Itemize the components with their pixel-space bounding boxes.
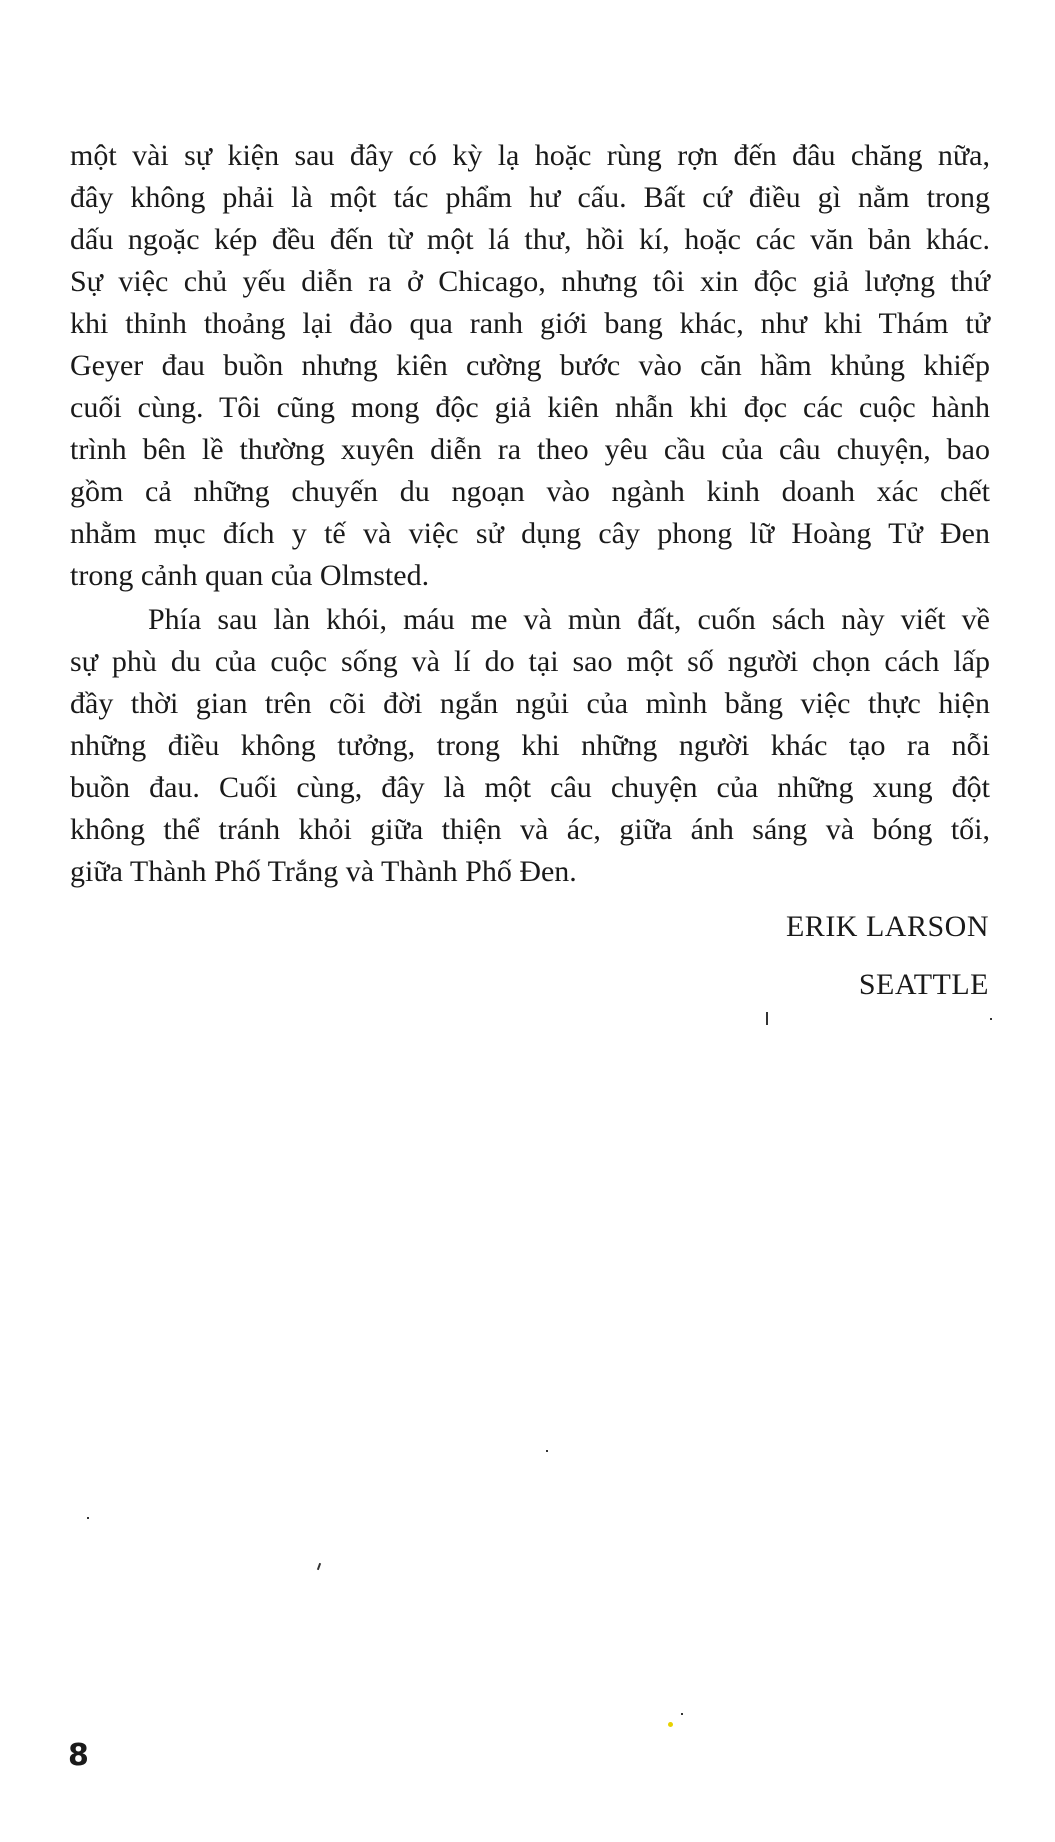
paragraph-line: Geyer đau buồn nhưng kiên cường bước vào căn hầm khủng khiếp [70,349,990,382]
scan-speck [766,1012,768,1025]
scan-speck [546,1450,548,1452]
paragraph-line: nhằm mục đích y tế và việc sử dụng cây phong lữ Hoàng Tử Đen [70,517,990,550]
paragraph-line: không thể tránh khỏi giữa thiện và ác, giữa ánh sáng và bóng tối, [70,813,990,846]
author-name: ERIK LARSON [785,910,989,943]
paragraph-line: buồn đau. Cuối cùng, đây là một câu chuyện của những xung đột [70,771,990,804]
paragraph-line: trong cảnh quan của Olmsted. [70,559,430,592]
paragraph-line: những điều không tưởng, trong khi những người khác tạo ra nỗi [70,729,990,762]
paragraph-line: một vài sự kiện sau đây có kỳ lạ hoặc rùng rợn đến đâu chăng nữa, [70,139,990,172]
author-location: SEATTLE [858,968,989,1001]
paragraph-line: Phía sau làn khói, máu me và mùn đất, cuốn sách này viết về [148,603,990,636]
paragraph-line: cuối cùng. Tôi cũng mong độc giả kiên nhẫn khi đọc các cuộc hành [70,391,990,424]
scan-speck [990,1018,992,1020]
paragraph-line: đây không phải là một tác phẩm hư cấu. Bất cứ điều gì nằm trong [70,181,990,214]
scan-speck [87,1517,89,1519]
paragraph-line: khi thỉnh thoảng lại đảo qua ranh giới bang khác, như khi Thám tử [70,307,990,340]
scan-speck [681,1713,683,1715]
page-number: 8 [68,1738,89,1773]
paragraph-line: Sự việc chủ yếu diễn ra ở Chicago, nhưng tôi xin độc giả lượng thứ [70,265,990,298]
paragraph-line: đầy thời gian trên cõi đời ngắn ngủi của mình bằng việc thực hiện [70,687,990,720]
paragraph-line: dấu ngoặc kép đều đến từ một lá thư, hồi kí, hoặc các văn bản khác. [70,223,990,256]
paragraph-line: trình bên lề thường xuyên diễn ra theo yêu cầu của câu chuyện, bao [70,433,990,466]
paragraph-line: sự phù du của cuộc sống và lí do tại sao một số người chọn cách lấp [70,645,990,678]
scan-speck [317,1563,321,1570]
paragraph-line: gồm cả những chuyến du ngoạn vào ngành kinh doanh xác chết [70,475,990,508]
paragraph-line: giữa Thành Phố Trắng và Thành Phố Đen. [70,855,577,888]
scan-speck [668,1722,673,1727]
